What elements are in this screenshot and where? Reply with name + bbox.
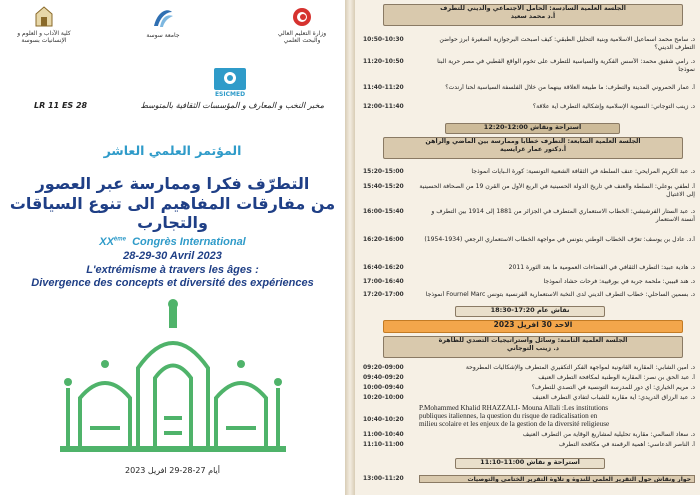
conference-number: المؤتمر العلمي العاشر <box>103 143 242 158</box>
faculty-emblem-icon <box>34 6 54 28</box>
fr-congress-line: XXème Congrès International <box>99 236 246 248</box>
panel-divider <box>345 0 355 495</box>
discussion-bar: نقاش عام 17:20-18:30 <box>455 306 605 317</box>
esicmed-logo: ESICMED <box>210 68 250 100</box>
s8-row-1: 09:20-09:00 د. أمين الشابي: المقاربة القانونية لمواجهة الفكر التكفيري المتطرف والإشكاليات المطروحة <box>363 364 695 371</box>
poster-right-panel <box>355 0 700 495</box>
s8-row-2: 09:40-09:20 أ. عبد الحق بن نصر: المقاربة الوطنية لمكافحة التطرف العنيف <box>363 374 695 381</box>
closing-row: 13:00-11:20 حوار ونقاش حول التقرير العلمي للندوة و تلاوة التقرير الختامي والتوصيات <box>363 475 695 483</box>
main-title-ar-line1: التطرّف فكرا وممارسة عبر العصور <box>35 174 310 193</box>
sunday-day-bar: الاحد 30 افريل 2023 <box>383 320 683 333</box>
s8-row-3: 10:00-09:40 د. مريم الخياري: أي دور للمدرسة التونسية في التصدي للتطرف؟ <box>363 384 695 391</box>
university-logo: جامعة سوسة <box>138 6 188 39</box>
logos-row <box>10 6 335 48</box>
ministry-logo: وزارة التعليم العالي والبحث العلمي <box>272 6 332 44</box>
s6-row-4: 12:00-11:40 د. زينب التوجاني: النسوية الإسلامية وإشكالية التطرف أية علاقة؟ <box>363 103 695 110</box>
fr-title-line1: L'extrémisme à travers les âges : <box>86 264 259 276</box>
s6-row-2: 11:20-10:50 د. رامي شفيق محمد: الأسس الفكرية والسياسية للتطرف على تخوم الواقع القطبي في مصر حرية البنا نموذجا <box>363 58 695 73</box>
fr-title-line2: Divergence des concepts et diversité des expériences <box>31 277 314 289</box>
s7-row-3: 16:00-15:40 د. عبد الستار الفرشيشي: الخطاب الاستعماري المتطرف في الجزائر من 1881 إلى 1914 بين التطرف و أنسنة الاستعمار <box>363 208 695 223</box>
fr-dates: 28-29-30 Avril 2023 <box>123 250 222 262</box>
s6-row-1: 10:50-10:30 د. سامح محمد اسماعيل الاسلامية وبنية التحليل الطبقي: كيف أصبحت البرجوازية الصغيرة أبرز حواضن التطرف الديني؟ <box>363 36 695 51</box>
s7-row-5: 16:40-16:20 د. هادية عبيد: التطرف الثقافي في الفضاءات العمومية ما بعد الثورة 2011 <box>363 264 695 271</box>
lab-name: مخبر النخب و المعارف و المؤسسات الثقافية بالمتوسط <box>140 101 324 110</box>
university-emblem-icon <box>150 6 176 30</box>
s7-row-1: 15:20-15:00 د. عبد الكريم المرايحي: عنف السلطة في الثقافة الشعبية التونسية: كورة الـبايات أنموذجا <box>363 168 695 175</box>
s6-row-3: 11:40-11:20 أ. عمار الحمروني المدينة والتطرف: ما طبيعة العلاقة بينهما من خلال الفلسفة السياسية لحنا أرندت؟ <box>363 84 695 91</box>
s8-row-4: 10:20-10:00 د. عبد الرزاق الدريدي: أية مقاربة للشباب لتفادي التطرف العنيف <box>363 394 695 401</box>
s8-row-french: 10:40-10:20 P.Mohammed Khalid RHAZZALI- Mouna Allali :Les institutions publiques italiennes, la question du risque de radicalisation en milieu scolaire et les enjeux de la gestion de la diversité religieuse <box>363 404 610 428</box>
s7-row-2: 15:40-15:20 أ. لطفي بوعلي: السلطة والعنف في تاريخ الدولة الحسينية في الربع الأول من القرن 19 من الصحافة الحسينية إلى الاغتيال <box>363 183 695 198</box>
break1-bar: استراحة ونقاش 12:00-12:20 <box>445 123 620 134</box>
mosque-ornament-icon <box>60 298 286 458</box>
french-title-block <box>0 236 345 289</box>
dates-ar: أيام 27-28-29 افريل 2023 <box>125 466 220 475</box>
s8b-row-1: 11:00-10:40 د. سعاد السالمي: مقاربة تحليلية لمشاريع الوقاية من التطرف العنيف <box>363 431 695 438</box>
lab-code: LR 11 ES 28 <box>34 101 88 110</box>
session6-header: الجلسة العلمية السادسة: الحامل الاجتماعي والديني للتطرف أ.د محمد سعيد <box>383 4 683 26</box>
session8-header: الجلسة العلمية الثامنة: وسائل واستراتيجيات التصدي للظاهرة د. زينب التوجاني <box>383 336 683 358</box>
faculty-logo: كلية الآداب و العلوم و الإنسانيات بسوسة <box>14 6 74 44</box>
break2-bar: استراحة و نقاش 11:00-11:10 <box>455 458 605 469</box>
s7-row-7: 17:20-17:00 د. بسمين الساحلي: خطاب التطرف الديني لدى النخبة الاستعمارية الفرنسية بتونس Fournel Marc أنموذجا <box>363 291 695 298</box>
lab-line <box>34 101 324 110</box>
main-title-ar-line2: من مفارقات المفاهيم الى تنوع السياقات والتجارب <box>9 194 336 232</box>
s8b-row-2: 11:10-11:00 أ. الناصر الدعاسي: أهمية الرقمنة في مكافحة التطرف <box>363 441 695 448</box>
poster-left-panel <box>0 0 345 495</box>
s7-row-4: 16:20-16:00 أ.د. عادل بن يوسف: تعرّف الخطاب الوطني بتونس في مواجهة الخطاب الاستعماري الرجعي (1934-1954) <box>363 236 695 243</box>
session7-header: الجلسة العلمية السابعة: التطرف خطابا وممارسة بين الماضي والراهن أ.دكتور عمار غرايسية <box>383 137 683 159</box>
ministry-emblem-icon <box>291 6 313 28</box>
s7-row-6: 17:00-16:40 د. هند قبيبي: ملحمة جربة في بورقيبة: فرحات حشاد أنموذجا <box>363 278 695 285</box>
